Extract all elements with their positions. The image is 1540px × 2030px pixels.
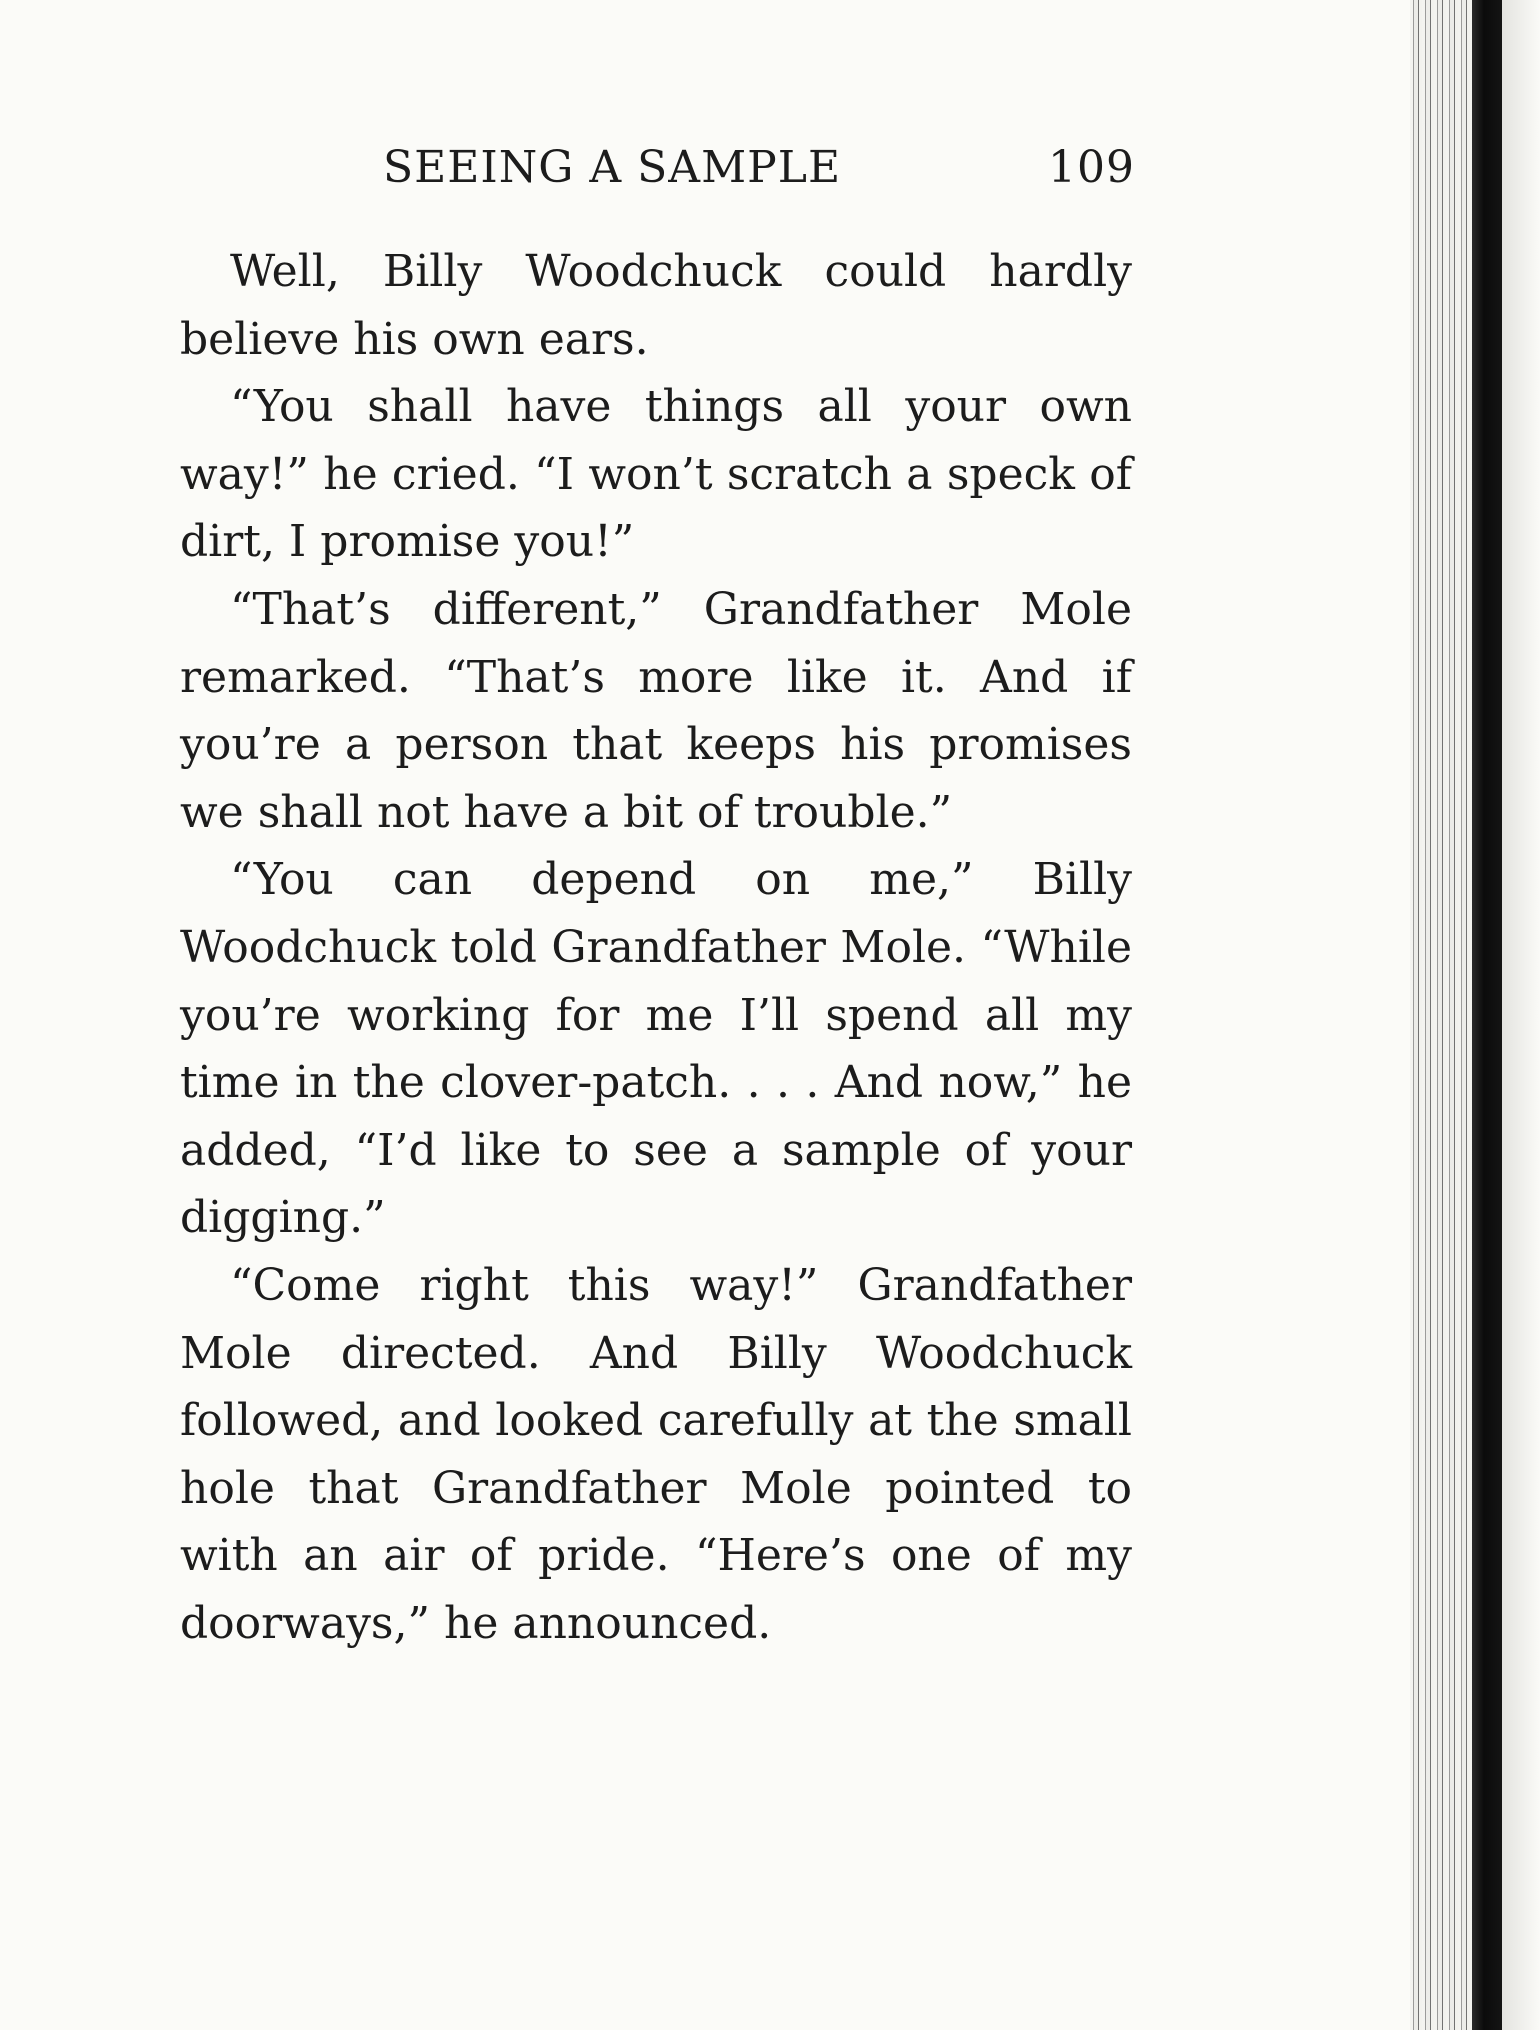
- gutter-margin: [1502, 0, 1540, 2030]
- paragraph: “Come right this way!” Grandfather Mole directed. And Billy Woodchuck followed, and looked carefully at the small hole that Grandfather Mole pointed to with an air of pride. “Here’s one of my doorways,” he announced.: [180, 1259, 1132, 1649]
- page-number: 109: [1048, 142, 1135, 193]
- running-header: [383, 138, 1135, 198]
- paragraph: “You can depend on me,” Billy Woodchuck told Grandfather Mole. “While you’re working for me I’ll spend all my time in the clover-patch. . . . And now,” he added, “I’d like to see a sample of your digging.”: [180, 854, 1132, 1244]
- body-text: [180, 238, 1132, 1657]
- paragraph: “That’s different,” Grandfather Mole remarked. “That’s more like it. And if you’re a person that keeps his promises we shall not have a bit of trouble.”: [180, 583, 1132, 838]
- running-title: SEEING A SAMPLE: [383, 142, 842, 193]
- gutter-page-edges: [1410, 0, 1472, 2030]
- binding-gutter: [1410, 0, 1540, 2030]
- gutter-shadow: [1472, 0, 1502, 2030]
- paragraph: “You shall have things all your own way!” he cried. “I won’t scratch a speck of dirt, I promise you!”: [180, 381, 1132, 568]
- paragraph: Well, Billy Woodchuck could hardly believe his own ears.: [180, 246, 1132, 365]
